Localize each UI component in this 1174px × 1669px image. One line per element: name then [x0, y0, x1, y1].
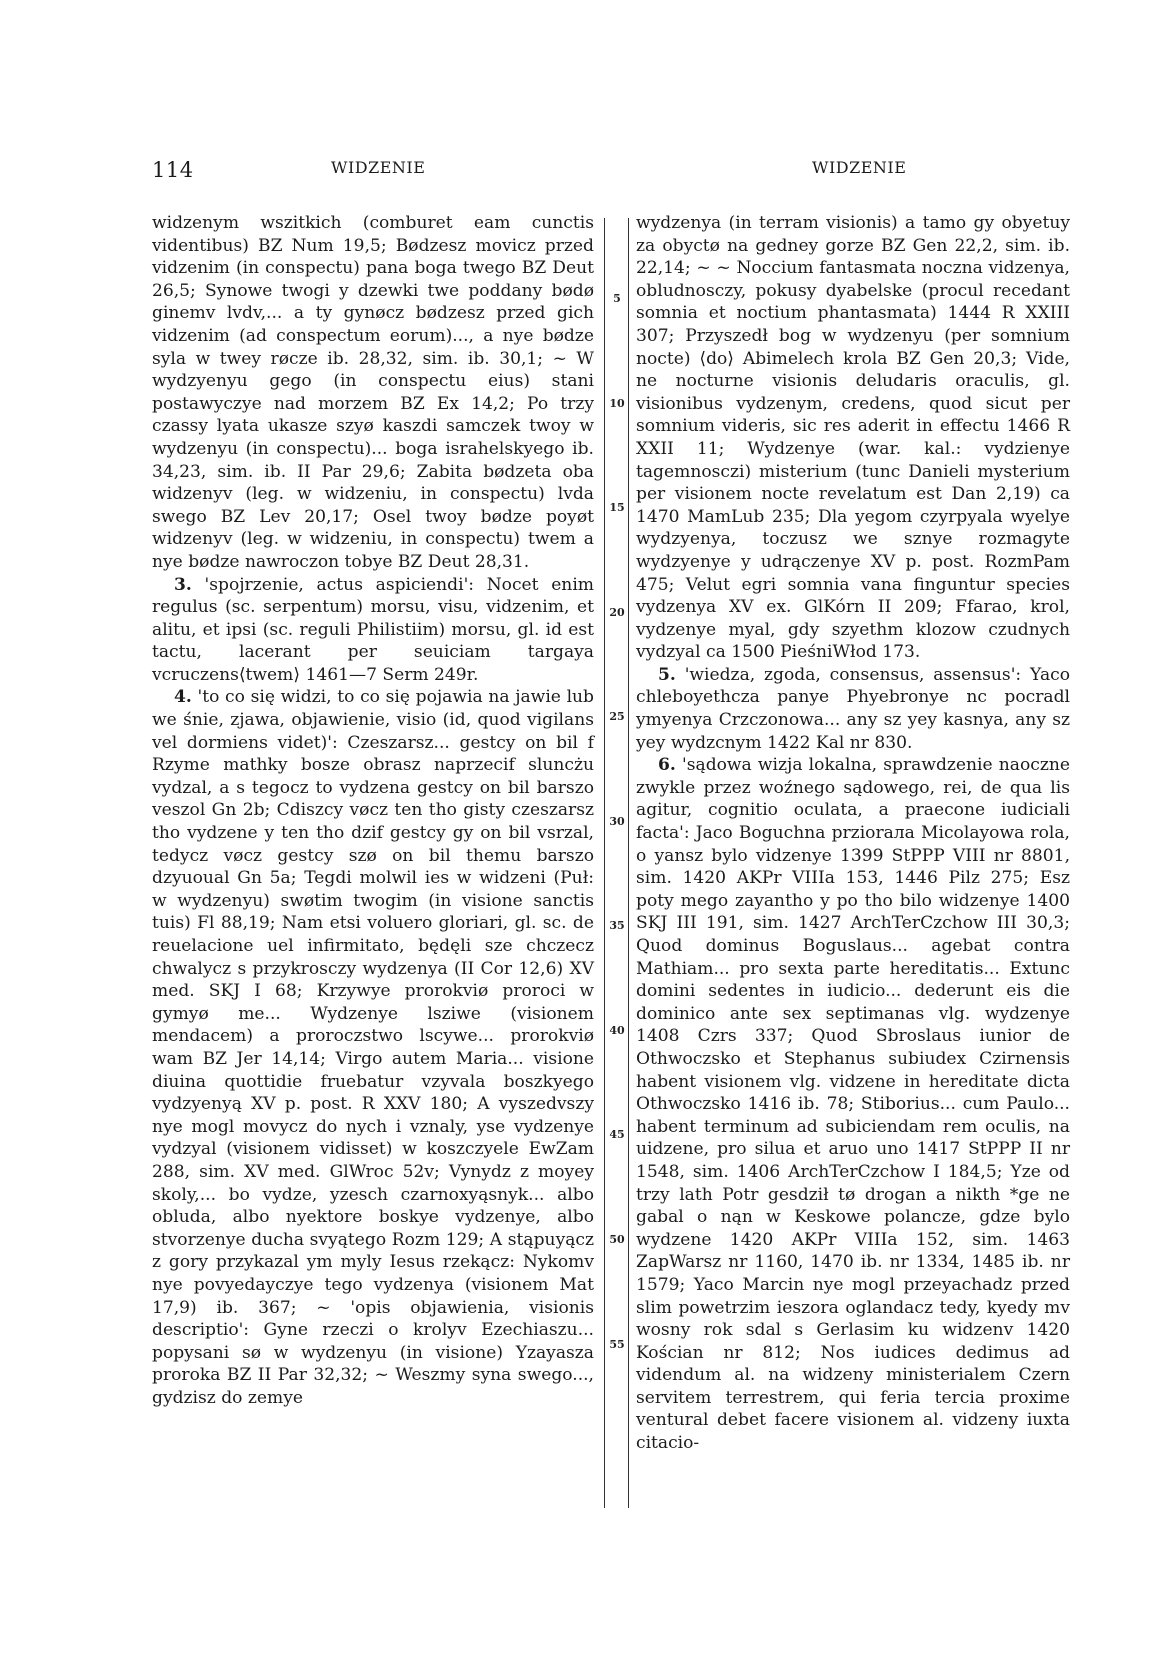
line-number: 25	[609, 710, 625, 723]
left-paragraph-sense-3	[152, 574, 594, 687]
line-number: 15	[609, 501, 625, 514]
sense-number-3: 3.	[174, 574, 192, 595]
line-number: 55	[609, 1338, 625, 1351]
running-title-left: WIDZENIE	[331, 158, 426, 177]
sense-4-text: 'to co się widzi, to co się pojawia na jawie lub we śnie, zjawa, objawienie, visio (id, quod vigilans vel dormiens videt)': Czeszarsz... gestcy on bil f Rzyme mathky bosze obrasz naprzecif sluncżu vydzal, a s tegocz to vydzena gestcy on bil barszo veszol Gn 2b; Cdiszcy vøcz ten tho gisty czeszarsz tho vydzene y ten tho dzif gestcy gy on bil vsrzal, tedycz vøcz gestcy szø on bil themu barszo dzyuoual Gn 5a; Tegdi molwil ies w widzeni (Puł: w wydzenyu) swøtim twogim (in visione sanctis tuis) Fl 88,19; Nam etsi voluero gloriari, gl. sc. de reuelacione uel infirmitato, będęli sze chczecz chwalycz s przykrosczy wydzenya (II Cor 12,6) XV med. SKJ I 68; Krzywye prorokviø proroci w gymyø me... Wydzenye lsziwe (visionem mendacem) a proroczstwo lscywe... prorokviø wam BZ Jer 14,14; Virgo autem Maria... visione diuina quottidie fruebatur vzyvala boszkyego vydzyenyą XV p. post. R XXV 180; A vyszedvszy nye mogl movycz do nych i vznaly, yse vydzenye vydzyal (visionem vidisset) w koszczyele EwZam 288, sim. XV med. GlWroc 52v; Vynydz z moyey skoly,... bo vydze, yzesch czarnoxyąsnyk... albo obluda, albo nyektore boskye vydzenye, albo stvorzenye ducha svyątego Rozm 129; A stąpuyącz z gory przykazal ym myly Iesus rzekącz: Nykomv nye povyedayczye tego vydzenya (visionem Mat 17,9) ib. 367; ~ 'opis objawienia, visionis descriptio': Gyne rzeczi o krolyv Ezechiaszu... popysani sø w wydzenyu (in visione) Yzayasza proroka BZ II Par 32,32; ~ Weszmy syna swego..., gydzisz do zemye	[152, 687, 594, 1408]
line-number: 5	[613, 292, 621, 305]
right-paragraph-sense-6	[636, 754, 1070, 1454]
right-column	[636, 212, 1070, 1455]
line-number: 10	[609, 397, 625, 410]
sense-6-text: 'sądowa wizja lokalna, sprawdzenie naoczne zwykle przez woźnego sądowego, rei, de qua lis agitur, cognitio oculata, a praecone iudiciali facta': Jaco Boguchna przioraла Micolayowa rola, o yansz bylo vidzenye 1399 StPPP VIII nr 8801, sim. 1420 AKPr VIIIa 153, 1446 Pilz 275; Esz poty mego zayantho y po tho bilo widzenye 1400 SKJ III 191, sim. 1427 ArchTerCzchow III 30,3; Quod dominus Boguslaus... agebat contra Mathiam... pro sexta parte hereditatis... Extunc domini sedentes in iudicio... dederunt eis die dominico ante sex septimanas vlg. wydzenye 1408 Czrs 337; Quod Sbroslaus iunior de Othwoczsko et Stephanus subiudex Czirnensis habent visionem vlg. vidzene in hereditate dicta Othwoczsko 1416 ib. 78; Stiborius... cum Paulo... habent terminum ad subiciendam rem oculis, na uidzene, pro silua et aruo uno 1417 StPPP II nr 1548, sim. 1406 ArchTerCzchow I 184,5; Yze od trzy lath Potr gesdził tø drogan a nikth *ge ne gabal o nąn w Keskowe polancze, gdze bylo wydzene 1420 AKPr VIIIa 152, sim. 1463 ZapWarsz nr 1160, 1470 ib. nr 1334, 1485 ib. nr 1579; Yaco Marcin nye mogl przeyachadz przed slim powetrzim ieszora oglandacz tedy, kyedy mv wosny rok sdal s Gerlasim ku widzenv 1420 Kościan nr 812; Nos iudices dedimus ad videndum al. na widzeny ministerialem Czern servitem terrestrem, qui feria tercia proxime ventural debet facere visionem al. vidzeny iuxta citacio-	[636, 755, 1070, 1454]
page-number: 114	[152, 158, 194, 182]
right-paragraph-1: wydzenya (in terram visionis) a tamo gy obyetuy za obyctø na gedney gorze BZ Gen 22,2, sim. ib. 22,14; ~ ~ Noccium fantasmata noczna vidzenya, obludnosczy, pokusy dyabelske (procul recedant somnia et noctium phantasmata) 1444 R XXIII 307; Przyszedł bog w wydzenyu (per somnium nocte) ⟨do⟩ Abimelech krola BZ Gen 20,3; Vide, ne nocturne visionis deludaris oraculis, gl. visionibus vydzenym, credens, quod sicut per somnium videris, sic res aderit in effectu 1466 R XXII 11; Wydzenye (war. kal.: vydzienye tagemnosczi) misterium (tunc Danieli mysterium per visionem nocte revelatum est Dan 2,19) ca 1470 MamLub 235; Dla yegom czyrpyala wyelye wydzyenya, toczusz we sznye rozmagyte wydzyenye y udrączenye XV p. post. RozmPam 475; Velut egri somnia vana finguntur species vydzenya XV ex. GlKórn II 209; Ffarao, krol, vydzenye myal, gdy szyethm klozow czudnych vydzyal ca 1500 PieśniWłod 173.	[636, 213, 1070, 663]
sense-number-6: 6.	[658, 755, 676, 776]
sense-5-text: 'wiedza, zgoda, consensus, assensus': Yaco chleboyethcza panye Phyebronye nc pocradl ymyenya Crzczonowa... any sz yey kasnya, any sz yey wydzcnym 1422 Kal nr 830.	[636, 664, 1070, 753]
running-title-right: WIDZENIE	[812, 158, 907, 177]
line-number: 35	[609, 919, 625, 932]
left-paragraph-sense-4	[152, 686, 594, 1409]
sense-number-4: 4.	[174, 687, 192, 708]
line-number: 50	[609, 1233, 625, 1246]
sense-3-text: 'spojrzenie, actus aspiciendi': Nocet enim regulus (sc. serpentum) morsu, visu, vidzenim, et alitu, et ipsi (sc. reguli Philistiim) morsu, gl. id est tactu, lacerant per seuiciam targaya vcruczens⟨twem⟩ 1461—7 Serm 249r.	[152, 574, 594, 685]
left-paragraph-1: widzenym wszitkich (comburet eam cunctis videntibus) BZ Num 19,5; Bødzesz movicz przed vidzenim (in conspectu) pana boga twego BZ Deut 26,5; Synowe twogi y dzewki twe poddany bødø ginemv lvdv,... a ty gynøcz bødzesz przed gich vidzenim (ad conspectum eorum)..., a nye bødze syla w twey røcze ib. 28,32, sim. ib. 30,1; ~ W wydzyenyu gego (in conspectu eius) stani postawyczye nad morzem BZ Ex 14,2; Po trzy czassy lyata ukasze szyø kaszdi samczek twoy w wydzenyu (in conspectu)... boga israhelskyego ib. 34,23, sim. ib. II Par 29,6; Zabita bødzeta oba widzenyv (leg. w widzeniu, in conspectu) lvda swego BZ Lev 20,17; Osel twoy bødze poyøt widzenyv (leg. w widzeniu, in conspectu) twem a nye bødze nawroczon tobye BZ Deut 28,31.	[152, 213, 594, 572]
right-paragraph-sense-5	[636, 664, 1070, 754]
line-number: 20	[609, 606, 625, 619]
left-column	[152, 212, 594, 1409]
column-rule-left	[604, 218, 605, 1508]
line-number: 40	[609, 1024, 625, 1037]
sense-number-5: 5.	[658, 664, 676, 685]
column-rule-right	[628, 218, 629, 1508]
line-number: 30	[609, 815, 625, 828]
line-number: 45	[609, 1128, 625, 1141]
